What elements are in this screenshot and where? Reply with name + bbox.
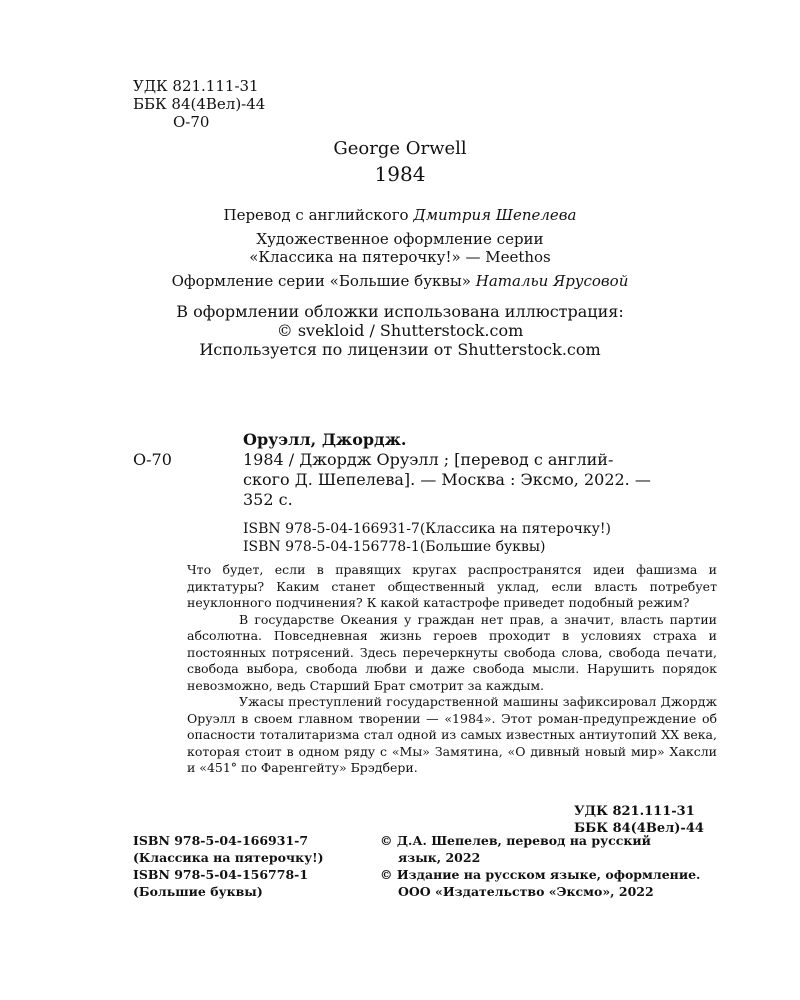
copyright-line-2: © Издание на русском языке, оформление. (380, 867, 701, 882)
catalog-isbn-list (243, 520, 611, 556)
translation-prefix: Перевод с английского (223, 206, 409, 224)
catalog-line-3: 352 с. (243, 490, 293, 509)
annotation-paragraph: Что будет, если в правящих кругах распространятся идеи фашизма и диктатуры? Каким станет общественный уклад, если власть потребует неуклонного подчинения? К какой катастрофе приведет подобный режим? (187, 562, 717, 610)
translation-credit (0, 206, 800, 224)
catalog-description (243, 450, 723, 510)
artwork-line-1: Художественное оформление серии (256, 230, 544, 248)
cover-credit (0, 302, 800, 359)
catalog-author-heading: Оруэлл, Джордж. (243, 430, 407, 449)
catalog-line-2: ского Д. Шепелева]. — Москва : Эксмо, 2022. — (243, 470, 651, 489)
series-design-credit (0, 272, 800, 290)
isbn-footer-series-2: (Большие буквы) (133, 884, 263, 899)
author-sign-code: О-70 (173, 113, 210, 131)
bbk-code: ББК 84(4Вел)-44 (133, 95, 266, 113)
author-name: George Orwell (333, 138, 467, 159)
book-title: 1984 (374, 162, 426, 186)
isbn-footer-series-1: (Классика на пятерочку!) (133, 850, 324, 865)
cover-line-3: Используется по лицензии от Shutterstock.com (199, 340, 601, 359)
catalog-isbn-1: ISBN 978-5-04-166931-7(Классика на пятерочку!) (243, 521, 611, 537)
annotation-paragraph: Ужасы преступлений государственной машины зафиксировал Джордж Оруэлл в своем главном творении — «1984». Этот роман-предупреждение об опасности тоталитаризма стал одной из самых известных антиутопий XX века, которая стоит в одном ряду с «Мы» Замятина, «О дивный новый мир» Хаксли и «451° по Фаренгейту» Брэдбери. (187, 694, 717, 775)
copyright-line-1-cont: язык, 2022 (398, 850, 481, 865)
catalog-line-1: 1984 / Джордж Оруэлл ; [перевод с англий- (243, 450, 614, 469)
isbn-footer-2: ISBN 978-5-04-156778-1 (133, 867, 309, 882)
udk-header (133, 77, 265, 131)
udk-footer-code: УДК 821.111-31 (574, 804, 695, 819)
bbk-footer-code: ББК 84(4Вел)-44 (574, 821, 704, 836)
copyright-block (380, 832, 700, 900)
cover-line-1: В оформлении обложки использована иллюстрация: (176, 302, 624, 321)
catalog-isbn-2: ISBN 978-5-04-156778-1(Большие буквы) (243, 539, 546, 555)
series-design-prefix: Оформление серии «Большие буквы» (171, 272, 471, 290)
artwork-line-2: «Классика на пятерочку!» — Meethos (249, 248, 551, 266)
isbn-footer (133, 832, 324, 900)
catalog-code: О-70 (133, 450, 172, 469)
udk-code: УДК 821.111-31 (133, 77, 259, 95)
translator-name: Дмитрия Шепелева (413, 206, 577, 224)
copyright-line-2-cont: ООО «Издательство «Эксмо», 2022 (398, 884, 654, 899)
artwork-credit (0, 230, 800, 266)
series-designer-name: Натальи Ярусовой (475, 272, 629, 290)
cover-line-2: © svekloid / Shutterstock.com (276, 321, 524, 340)
isbn-footer-1: ISBN 978-5-04-166931-7 (133, 833, 309, 848)
annotation-paragraph: В государстве Океания у граждан нет прав, а значит, власть партии абсолютна. Повседневная жизнь героев проходит в условиях страха и постоянных потрясений. Здесь перечеркнуты свобода слова, свобода печати, свобода выбора, свобода любви и даже свобода мысли. Нарушить порядок невозможно, ведь Старший Брат смотрит за каждым. (187, 611, 717, 693)
copyright-line-1: © Д.А. Шепелев, перевод на русский (380, 833, 651, 848)
annotation (187, 562, 717, 777)
